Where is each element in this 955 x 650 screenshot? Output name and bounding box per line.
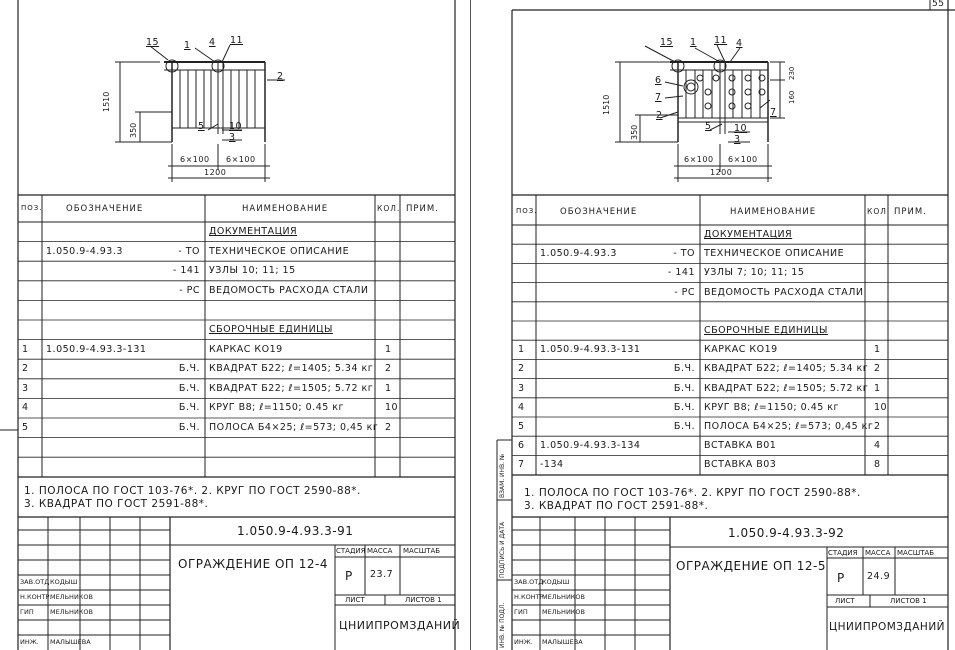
signer-name: МЕЛЬНИКОВ — [50, 593, 94, 601]
stamp-organization: ЦНИИПРОМЗДАНИЙ — [339, 619, 461, 632]
signer-name: МЕЛЬНИКОВ — [542, 593, 586, 601]
table-cell-qty: 2 — [385, 363, 392, 375]
signer-name: МАЛЫШЕВА — [542, 638, 583, 646]
col-header-note: ПРИМ. — [406, 204, 439, 214]
table-cell-name: ПОЛОСА Б4×25; ℓ=573; 0,45 кг — [704, 421, 874, 432]
table-cell-name: СБОРОЧНЫЕ ЕДИНИЦЫ — [209, 324, 333, 335]
table-cell-name: УЗЛЫ 10; 11; 15 — [209, 265, 296, 277]
stamp-sheets: ЛИСТОВ 1 — [405, 596, 442, 604]
col-header-name-r: НАИМЕНОВАНИЕ — [730, 207, 817, 217]
table-cell-pos: 5 — [518, 421, 525, 432]
stamp-mass-header-r: МАССА — [865, 549, 891, 557]
callout-7-r: 7 — [655, 92, 662, 103]
table-cell-name: СБОРОЧНЫЕ ЕДИНИЦЫ — [704, 325, 828, 336]
table-cell-pos: 1 — [22, 343, 29, 355]
table-cell-pos: 4 — [22, 402, 29, 414]
table-cell-mark: Б.Ч. — [178, 402, 200, 414]
col-header-note-r: ПРИМ. — [894, 207, 927, 217]
table-cell-name: КАРКАС КО19 — [704, 344, 778, 356]
signer-name: МЕЛЬНИКОВ — [542, 608, 586, 616]
signer-name: КОДЫШ — [50, 578, 78, 586]
table-cell-mark: - РС — [674, 286, 695, 298]
stamp-organization-r: ЦНИИПРОМЗДАНИЙ — [829, 621, 946, 633]
stamp-stage-header-r: СТАДИЯ — [828, 549, 858, 557]
col-header-qty-r: КОЛ. — [867, 207, 891, 216]
dim-1510-r: 1510 — [602, 94, 611, 115]
table-cell-name: ТЕХНИЧЕСКОЕ ОПИСАНИЕ — [704, 248, 845, 260]
table-cell-qty: 2 — [385, 422, 392, 433]
page-number: 55 — [932, 0, 945, 9]
table-cell-mark: Б.Ч. — [178, 363, 200, 375]
stamp-scale-header-r: МАСШТАБ — [897, 549, 935, 557]
col-header-qty: КОЛ. — [377, 204, 401, 213]
dim-6x100-a-r: 6×100 — [684, 155, 714, 164]
callout-11-r: 11 — [714, 35, 728, 46]
signer-name: МАЛЫШЕВА — [50, 638, 91, 646]
table-cell-pos: 5 — [22, 422, 29, 433]
dim-350-r: 350 — [630, 124, 639, 140]
table-cell-pos: 4 — [518, 401, 525, 413]
table-cell-name: ВСТАВКА В01 — [704, 440, 777, 452]
table-cell-mark: Б.Ч. — [178, 382, 200, 394]
signer-role: ЗАВ.ОТД — [20, 578, 50, 586]
side-label-signature: ПОДПИСЬ И ДАТА — [499, 521, 506, 578]
stamp-stage-r: Р — [837, 571, 845, 585]
callout-3: 3 — [229, 132, 236, 143]
table-cell-qty: 2 — [874, 421, 881, 432]
dim-6x100-b-r: 6×100 — [728, 155, 758, 164]
dim-350: 350 — [129, 122, 138, 138]
notes-line-2-r: 3. КВАДРАТ ПО ГОСТ 2591-88*. — [524, 500, 709, 512]
dim-6x100-b: 6×100 — [226, 155, 256, 164]
table-cell-qty: 1 — [385, 343, 392, 355]
table-cell-mark: Б.Ч. — [178, 422, 200, 433]
table-cell-des: 1.050.9-4.93.3 — [46, 245, 123, 257]
drawing-sheet-right — [470, 0, 955, 650]
signer-role: ИНЖ. — [20, 638, 39, 646]
table-cell-qty: 2 — [874, 363, 881, 375]
signer-name: МЕЛЬНИКОВ — [50, 608, 94, 616]
table-cell-qty: 8 — [874, 459, 881, 471]
signer-role: ИНЖ. — [514, 638, 533, 646]
callout-2-r: 2 — [656, 110, 663, 121]
table-cell-name: КВАДРАТ Б22; ℓ=1505; 5.72 кг — [209, 382, 374, 394]
signer-role: Н.КОНТР. — [514, 593, 546, 601]
callout-4-r: 4 — [736, 38, 743, 49]
notes-line-1: 1. ПОЛОСА ПО ГОСТ 103-76*. 2. КРУГ ПО ГОСТ 2590-88*. — [24, 485, 361, 497]
table-cell-des: 1.050.9-4.93.3 — [540, 248, 617, 260]
callout-1: 1 — [184, 40, 191, 51]
dim-1200: 1200 — [204, 168, 227, 177]
table-cell-name: КАРКАС КО19 — [209, 343, 283, 355]
callout-1-r: 1 — [690, 37, 697, 48]
table-cell-mark: - 141 — [172, 265, 200, 277]
dim-1200-r: 1200 — [710, 168, 733, 177]
table-cell-des: 1.050.9-4.93.3-131 — [540, 344, 641, 356]
col-header-designation-r: ОБОЗНАЧЕНИЕ — [560, 207, 638, 217]
table-cell-mark: Б.Ч. — [673, 401, 695, 413]
table-cell-name: ВЕДОМОСТЬ РАСХОДА СТАЛИ — [209, 284, 369, 296]
table-cell-name: КРУГ В8; ℓ=1150; 0.45 кг — [209, 402, 345, 414]
side-label-replace: ВЗАМ. ИНВ. № — [499, 453, 506, 498]
table-cell-pos: 7 — [518, 459, 525, 471]
callout-5: 5 — [198, 121, 205, 132]
table-cell-name: КВАДРАТ Б22; ℓ=1405; 5.34 кг — [704, 363, 869, 375]
table-cell-name: ВСТАВКА В03 — [704, 459, 777, 471]
callout-10: 10 — [229, 121, 243, 132]
callout-5-r: 5 — [705, 121, 712, 132]
table-cell-pos: 3 — [22, 382, 29, 394]
signer-role: ГИП — [514, 608, 528, 616]
signer-role: ГИП — [20, 608, 34, 616]
table-cell-name: КРУГ В8; ℓ=1150; 0.45 кг — [704, 401, 840, 413]
table-cell-des: 1.050.9-4.93.3-134 — [540, 440, 641, 452]
col-header-pos-r: ПОЗ. — [516, 207, 538, 215]
callout-15: 15 — [146, 37, 160, 48]
table-cell-name: ВЕДОМОСТЬ РАСХОДА СТАЛИ — [704, 286, 864, 298]
table-cell-name: ТЕХНИЧЕСКОЕ ОПИСАНИЕ — [209, 245, 350, 257]
col-header-pos: ПОЗ. — [21, 204, 43, 212]
table-cell-name: ДОКУМЕНТАЦИЯ — [209, 226, 298, 237]
table-cell-qty: 4 — [874, 440, 881, 452]
dim-230-r: 230 — [788, 66, 796, 80]
signer-name: КОДЫШ — [542, 578, 570, 586]
callout-6-r: 6 — [655, 75, 662, 86]
stamp-sheet-r: ЛИСТ — [835, 597, 855, 605]
table-cell-des: 1.050.9-4.93.3-131 — [46, 343, 147, 355]
table-cell-mark: - 141 — [667, 267, 695, 279]
col-header-designation: ОБОЗНАЧЕНИЕ — [66, 204, 144, 214]
col-header-name: НАИМЕНОВАНИЕ — [242, 204, 329, 214]
stamp-sheets-r: ЛИСТОВ 1 — [890, 597, 927, 605]
table-cell-des: -134 — [540, 459, 564, 471]
notes-line-2: 3. КВАДРАТ ПО ГОСТ 2591-88*. — [24, 498, 209, 510]
table-cell-name: ПОЛОСА Б4×25; ℓ=573; 0,45 кг — [209, 422, 379, 433]
stamp-stage-header: СТАДИЯ — [336, 547, 366, 555]
callout-4: 4 — [209, 37, 216, 48]
table-cell-pos: 3 — [518, 382, 525, 394]
stamp-sheet: ЛИСТ — [345, 596, 365, 604]
dim-6x100-a: 6×100 — [180, 155, 210, 164]
callout-15-r: 15 — [660, 37, 674, 48]
table-cell-mark: - РС — [179, 284, 200, 296]
table-cell-name: КВАДРАТ Б22; ℓ=1505; 5.72 кг — [704, 382, 869, 394]
table-cell-mark: Б.Ч. — [673, 382, 695, 394]
stamp-mass-header: МАССА — [367, 547, 393, 555]
drawing-sheet-left — [0, 0, 470, 650]
notes-line-1-r: 1. ПОЛОСА ПО ГОСТ 103-76*. 2. КРУГ ПО ГОСТ 2590-88*. — [524, 487, 861, 499]
table-cell-qty: 1 — [874, 344, 881, 356]
side-label-original: ИНВ. № ПОДЛ. — [499, 602, 506, 648]
dim-160-r: 160 — [788, 90, 796, 104]
table-cell-pos: 2 — [518, 363, 525, 375]
table-cell-name: КВАДРАТ Б22; ℓ=1405; 5.34 кг — [209, 363, 374, 375]
stamp-mass-r: 24.9 — [867, 571, 891, 582]
table-cell-pos: 6 — [518, 440, 525, 452]
table-cell-qty: 1 — [385, 382, 392, 394]
table-cell-qty: 10 — [874, 401, 888, 413]
doc-code-r: 1.050.9-4.93.3-92 — [728, 526, 845, 540]
table-cell-mark: - ТО — [178, 245, 200, 257]
table-cell-qty: 10 — [385, 402, 399, 414]
table-cell-mark: - ТО — [673, 248, 695, 260]
signer-role: Н.КОНТР. — [20, 593, 52, 601]
table-cell-name: ДОКУМЕНТАЦИЯ — [704, 229, 793, 240]
callout-2: 2 — [277, 71, 284, 82]
table-cell-pos: 1 — [518, 344, 525, 356]
doc-code: 1.050.9-4.93.3-91 — [237, 524, 354, 538]
stamp-scale-header: МАСШТАБ — [403, 547, 441, 555]
callout-7b-r: 7 — [770, 107, 777, 118]
drawing-title: ОГРАЖДЕНИЕ ОП 12-4 — [178, 557, 329, 571]
table-cell-pos: 2 — [22, 363, 29, 375]
signer-role: ЗАВ.ОТД — [514, 578, 544, 586]
table-cell-mark: Б.Ч. — [673, 421, 695, 432]
stamp-mass: 23.7 — [370, 569, 394, 580]
stamp-stage: Р — [345, 569, 353, 583]
callout-3-r: 3 — [734, 134, 741, 145]
dim-1510: 1510 — [102, 91, 111, 112]
callout-11: 11 — [230, 35, 244, 46]
table-cell-name: УЗЛЫ 7; 10; 11; 15 — [704, 267, 805, 279]
table-cell-qty: 1 — [874, 382, 881, 394]
callout-10-r: 10 — [734, 123, 748, 134]
table-cell-mark: Б.Ч. — [673, 363, 695, 375]
drawing-title-r: ОГРАЖДЕНИЕ ОП 12-5 — [676, 559, 827, 573]
